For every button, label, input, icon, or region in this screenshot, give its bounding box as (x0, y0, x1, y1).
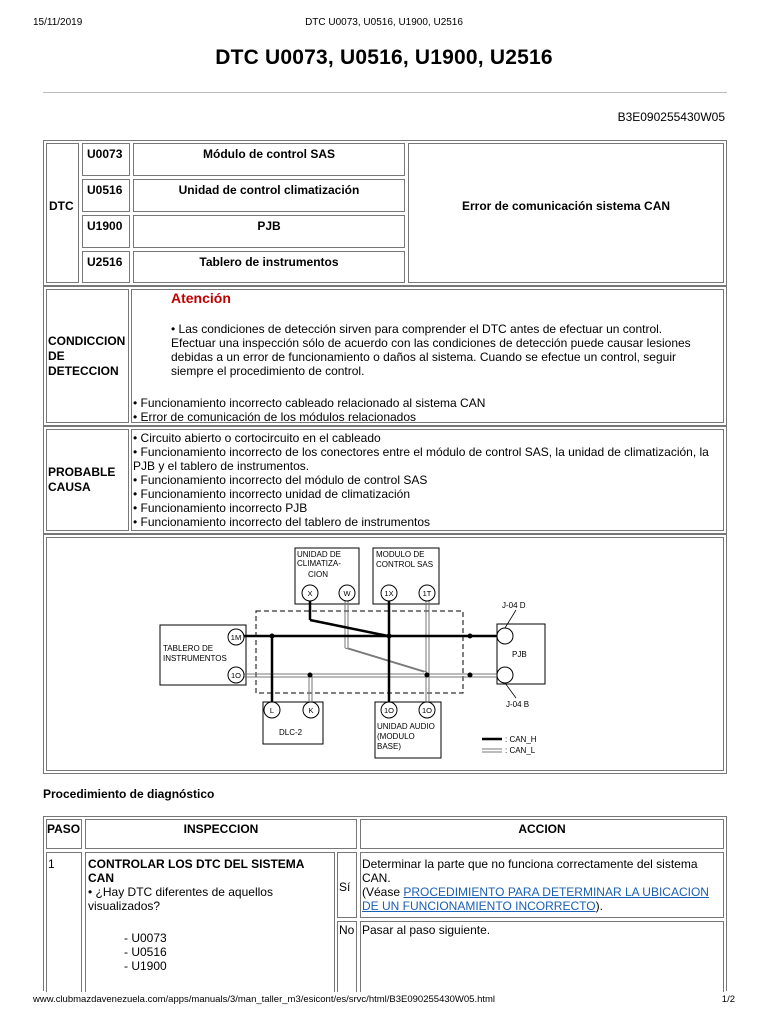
pin-label: K (308, 706, 314, 715)
sas-module-label: MODULO DE (376, 550, 425, 559)
yes-ref-suffix: ). (595, 899, 603, 913)
yes-action (362, 857, 709, 913)
print-title: DTC U0073, U0516, U1900, U2516 (305, 17, 463, 28)
dlc-label: DLC-2 (279, 728, 303, 737)
procedure-heading: Procedimiento de diagnóstico (43, 787, 215, 801)
attention-title: Atención (171, 290, 231, 306)
cause-item: • Circuito abierto o cortocircuito en el cableado (133, 431, 381, 445)
cause-label-line: PROBABLE (48, 465, 116, 479)
pin-label: 1O (230, 671, 242, 680)
audio-label: BASE) (377, 742, 402, 751)
can-l-wires (242, 599, 500, 704)
cause-item: • Funcionamiento incorrecto del módulo de control SAS (133, 473, 428, 487)
can-h-wires (242, 599, 500, 704)
step-code: - U0073 (124, 931, 167, 945)
pin-label: 1X (384, 589, 394, 598)
legend-can-h: : CAN_H (505, 735, 537, 744)
cause-item: • Funcionamiento incorrecto del tablero de instrumentos (133, 515, 431, 529)
climate-unit-label: UNIDAD DE (297, 550, 342, 559)
detection-item: • Funcionamiento incorrecto cableado relacionado al sistema CAN (133, 396, 486, 410)
dtc-label: DTC (49, 199, 74, 213)
dtc-desc: PJB (257, 219, 281, 233)
detection-label-line: CONDICCION (48, 334, 126, 348)
detection-label-line: DETECCION (48, 364, 119, 378)
pin-labels (231, 589, 432, 715)
step-inspection (88, 857, 304, 913)
attention-line: • Las condiciones de detección sirven para comprender el DTC antes de efectuar un control. (171, 322, 663, 336)
no-action: Pasar al paso siguiente. (362, 923, 491, 937)
cluster-label: INSTRUMENTOS (163, 654, 227, 663)
dtc-desc: Tablero de instrumentos (199, 255, 339, 269)
attention-line: siempre el procedimiento de control. (171, 364, 365, 378)
dtc-desc: Módulo de control SAS (203, 147, 335, 161)
step-number: 1 (48, 857, 55, 871)
step-code: - U0516 (124, 945, 167, 959)
col-action-header: ACCION (518, 822, 566, 836)
pin-label: X (307, 589, 313, 598)
dtc-code: U2516 (87, 255, 123, 269)
j04b-leader (505, 683, 516, 698)
step-title-line: CAN (88, 871, 114, 885)
pin-label: 1O (383, 706, 395, 715)
attention-line: Efectuar una inspección sólo de acuerdo con las condiciones de detección puede causar lesiones (171, 336, 691, 350)
print-date: 15/11/2019 (33, 17, 83, 28)
dtc-code: U1900 (87, 219, 123, 233)
attention-line: debidas a un error de funcionamiento o daños al sistema. Cuando se efectue un control, seguir (171, 350, 676, 364)
step-question-line: visualizados? (88, 899, 161, 913)
footer-url: www.clubmazdavenezuela.com/apps/manuals/3/man_taller_m3/esicont/es/srvc/html/B3E090255430W05.html (33, 994, 496, 1005)
step-codes (124, 931, 167, 973)
malfunction-location-link[interactable]: PROCEDIMIENTO PARA DETERMINAR LA UBICACION (403, 885, 709, 899)
cause-item: • Funcionamiento incorrecto de los conectores entre el módulo de control SAS, la unidad de climatización, la (133, 445, 709, 459)
detection-label-line: DE (48, 349, 65, 363)
pin-label: L (269, 706, 275, 715)
page-title: DTC U0073, U0516, U1900, U2516 (215, 46, 553, 69)
audio-label: (MODULO (377, 732, 415, 741)
doc-id: B3E090255430W05 (617, 110, 725, 124)
pin-label: 1M (230, 633, 242, 642)
pin-label: W (343, 589, 351, 598)
step-number-cell (46, 852, 82, 992)
cause-item: • Funcionamiento incorrecto PJB (133, 501, 308, 515)
yes-action-line: CAN. (362, 871, 391, 885)
dtc-code: U0516 (87, 183, 123, 197)
cause-label-line: CAUSA (48, 480, 91, 494)
detection-item: • Error de comunicación de los módulos relacionados (133, 410, 417, 424)
pin-label: 1O (421, 706, 433, 715)
col-inspection-header: INSPECCION (183, 822, 259, 836)
pjb-label: PJB (512, 650, 527, 659)
step-title-line: CONTROLAR LOS DTC DEL SISTEMA (88, 857, 305, 871)
sas-module-label: CONTROL SAS (376, 560, 434, 569)
j04d-label: J-04 D (502, 601, 526, 610)
no-label: No (339, 923, 355, 937)
j04b-label: J-04 B (506, 700, 530, 709)
step-question-line: • ¿Hay DTC diferentes de aquellos (88, 885, 273, 899)
yes-ref-prefix: (Véase (362, 885, 404, 899)
step-code: - U1900 (124, 959, 167, 973)
climate-unit-label: CLIMATIZA- (297, 559, 341, 568)
footer-page: 1/2 (721, 994, 735, 1005)
dtc-desc: Unidad de control climatización (178, 183, 360, 197)
yes-action-line: Determinar la parte que no funciona correctamente del sistema (362, 857, 698, 871)
col-step-header: PASO (47, 822, 81, 836)
cause-item: • Funcionamiento incorrecto unidad de climatización (133, 487, 411, 501)
legend-can-l: : CAN_L (505, 746, 536, 755)
dtc-code: U0073 (87, 147, 123, 161)
cluster-label: TABLERO DE (163, 644, 214, 653)
yes-label: Sí (339, 880, 351, 894)
audio-label: UNIDAD AUDIO (377, 722, 435, 731)
climate-unit-label: CION (308, 570, 328, 579)
dtc-summary: Error de comunicación sistema CAN (461, 199, 671, 213)
malfunction-location-link[interactable]: DE UN FUNCIONAMIENTO INCORRECTO (362, 899, 596, 913)
cause-item: PJB y el tablero de instrumentos. (133, 459, 310, 473)
pin-label: 1T (422, 589, 432, 598)
